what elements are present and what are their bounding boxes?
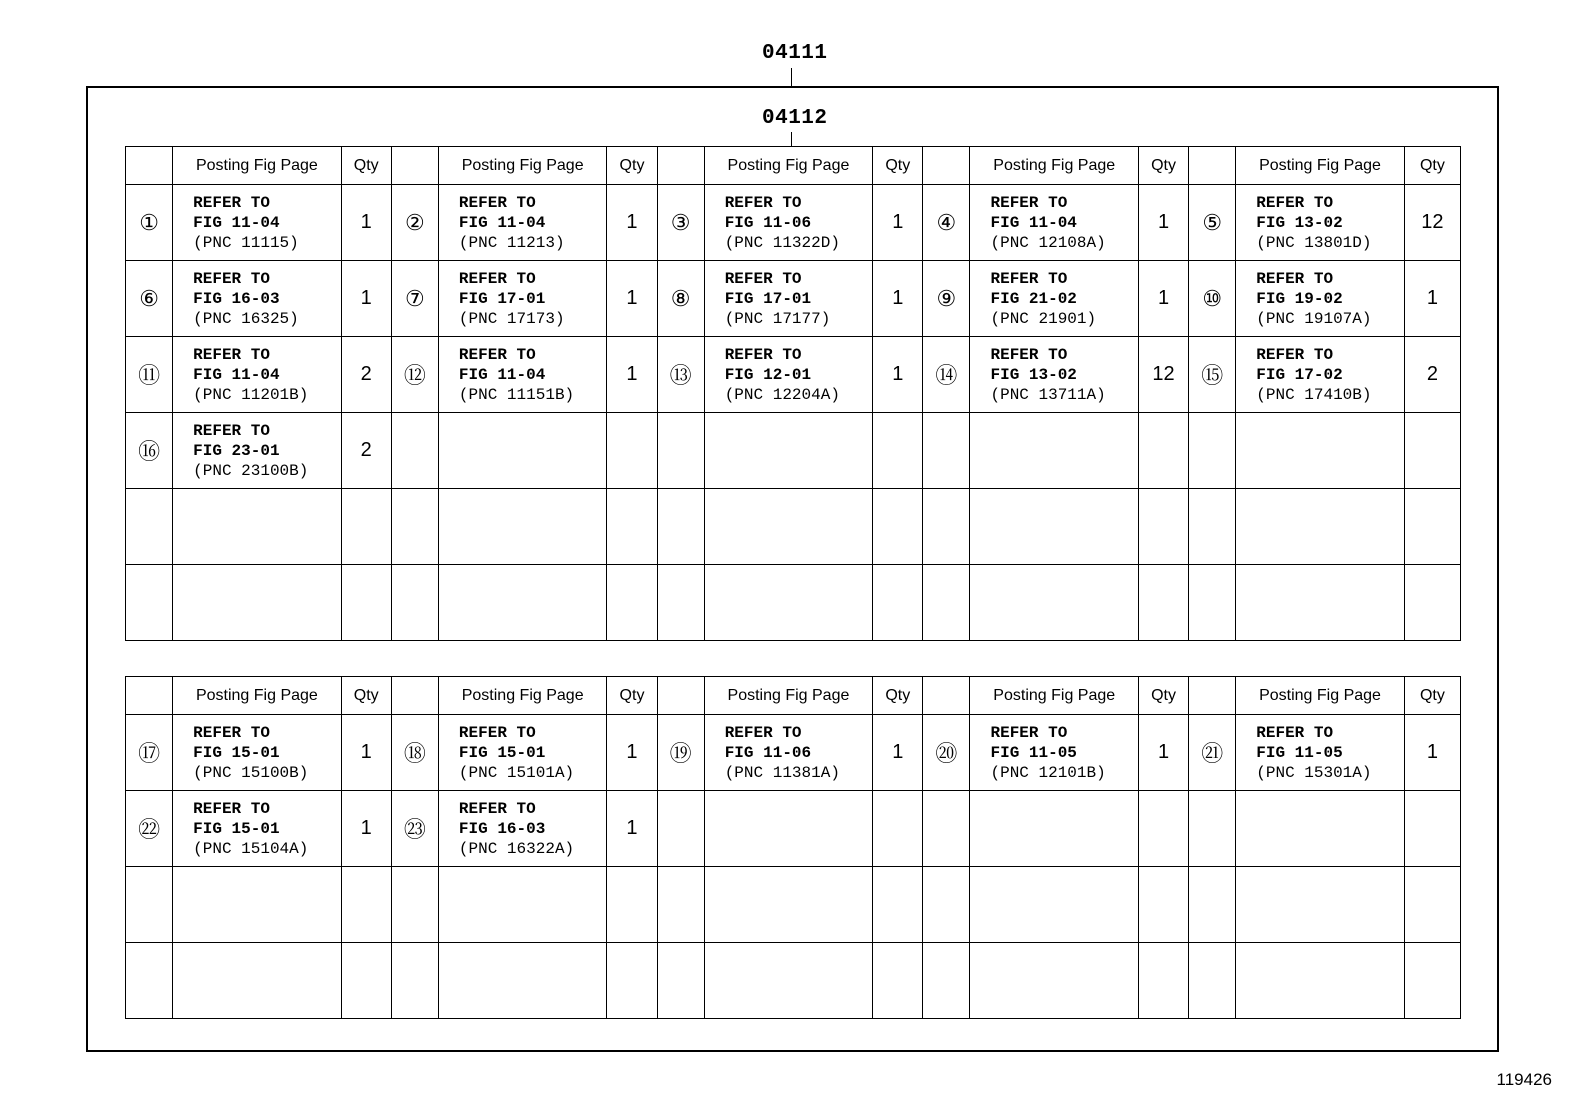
reference-line-l1: REFER TO	[1256, 723, 1334, 742]
header-posting-cell: Posting Fig Page	[173, 147, 342, 185]
header-blank-cell	[391, 677, 438, 715]
header-qty-cell: Qty	[341, 677, 391, 715]
item-number: ⑳	[923, 715, 970, 791]
reference-line-l2: FIG 16-03	[458, 819, 546, 838]
qty-cell: 1	[341, 791, 391, 867]
qty-cell: 2	[1404, 337, 1460, 413]
reference-line-l3: (PNC 11115)	[193, 233, 299, 252]
qty-cell	[607, 943, 657, 1019]
reference-line-l3: (PNC 15301A)	[1256, 763, 1372, 782]
qty-cell: 1	[1404, 715, 1460, 791]
reference-line-l3: (PNC 11213)	[458, 233, 565, 252]
header-blank-cell	[1189, 677, 1236, 715]
header-blank-cell	[126, 147, 173, 185]
reference-cell	[438, 413, 607, 489]
qty-cell: 1	[607, 715, 657, 791]
reference-line-l3: (PNC 21901)	[990, 309, 1097, 328]
reference-line-l2: FIG 11-04	[193, 365, 280, 384]
reference-line-l1: REFER TO	[1256, 345, 1334, 364]
table-row	[126, 261, 1461, 337]
qty-cell	[607, 565, 657, 641]
reference-line-l1: REFER TO	[724, 723, 802, 742]
reference-cell	[970, 715, 1139, 791]
item-number: ②	[391, 185, 438, 261]
item-number	[657, 791, 704, 867]
item-number: ⑭	[923, 337, 970, 413]
qty-cell: 2	[341, 413, 391, 489]
item-number: ⑦	[391, 261, 438, 337]
item-number	[1189, 413, 1236, 489]
reference-cell	[1236, 489, 1405, 565]
header-posting-cell: Posting Fig Page	[438, 147, 607, 185]
item-number	[1189, 943, 1236, 1019]
lower-reference-table	[125, 676, 1461, 1019]
reference-cell	[704, 943, 873, 1019]
reference-cell	[970, 791, 1139, 867]
reference-cell	[438, 489, 607, 565]
item-number: ⑩	[1189, 261, 1236, 337]
reference-cell	[704, 867, 873, 943]
qty-cell: 1	[341, 185, 391, 261]
header-posting-cell: Posting Fig Page	[704, 677, 873, 715]
reference-line-l3: (PNC 13711A)	[990, 385, 1106, 404]
header-qty-cell: Qty	[1138, 147, 1188, 185]
qty-cell: 1	[873, 185, 923, 261]
item-number: ⑮	[1189, 337, 1236, 413]
qty-cell	[1404, 565, 1460, 641]
item-number	[1189, 565, 1236, 641]
qty-cell	[1404, 867, 1460, 943]
header-posting-cell: Posting Fig Page	[438, 677, 607, 715]
reference-line-l1: REFER TO	[458, 193, 536, 212]
reference-line-l1: REFER TO	[724, 345, 802, 364]
reference-cell	[173, 413, 342, 489]
qty-cell: 1	[873, 337, 923, 413]
qty-cell	[873, 943, 923, 1019]
item-number: ⑲	[657, 715, 704, 791]
reference-line-l3: (PNC 19107A)	[1256, 309, 1372, 328]
reference-line-l1: REFER TO	[1256, 269, 1334, 288]
reference-line-l2: FIG 12-01	[724, 365, 812, 384]
header-qty-cell: Qty	[1138, 677, 1188, 715]
reference-line-l3: (PNC 12108A)	[990, 233, 1106, 252]
reference-line-l3: (PNC 11381A)	[724, 763, 840, 782]
upper-reference-table	[125, 146, 1461, 641]
table-row	[126, 337, 1461, 413]
reference-line-l3: (PNC 17410B)	[1256, 385, 1372, 404]
qty-cell: 1	[1404, 261, 1460, 337]
qty-cell	[341, 489, 391, 565]
reference-line-l2: FIG 11-06	[724, 213, 812, 232]
reference-cell	[438, 867, 607, 943]
reference-cell	[1236, 185, 1405, 261]
reference-cell	[438, 185, 607, 261]
reference-line-l1: REFER TO	[193, 723, 270, 742]
reference-line-l3: (PNC 12101B)	[990, 763, 1106, 782]
header-qty-cell: Qty	[341, 147, 391, 185]
item-number	[391, 413, 438, 489]
item-number	[923, 565, 970, 641]
qty-cell	[873, 413, 923, 489]
qty-cell	[607, 489, 657, 565]
reference-cell	[438, 565, 607, 641]
table-row	[126, 715, 1461, 791]
reference-line-l2: FIG 17-01	[458, 289, 546, 308]
qty-cell: 1	[607, 261, 657, 337]
reference-line-l1: REFER TO	[458, 799, 536, 818]
qty-cell	[1404, 943, 1460, 1019]
qty-cell: 12	[1404, 185, 1460, 261]
item-number	[391, 489, 438, 565]
inner-leader-line	[791, 132, 792, 146]
reference-cell	[970, 337, 1139, 413]
reference-cell	[970, 185, 1139, 261]
reference-cell	[173, 337, 342, 413]
reference-cell	[1236, 565, 1405, 641]
reference-cell	[970, 413, 1139, 489]
qty-cell	[873, 791, 923, 867]
item-number	[126, 943, 173, 1019]
reference-cell	[173, 715, 342, 791]
reference-cell	[970, 261, 1139, 337]
reference-line-l1: REFER TO	[990, 345, 1068, 364]
reference-cell	[970, 489, 1139, 565]
reference-line-l3: (PNC 11322D)	[724, 233, 840, 252]
qty-cell	[1138, 867, 1188, 943]
item-number: ⑨	[923, 261, 970, 337]
qty-cell	[607, 867, 657, 943]
header-qty-cell: Qty	[873, 677, 923, 715]
qty-cell	[1138, 565, 1188, 641]
qty-cell	[341, 943, 391, 1019]
reference-line-l2: FIG 11-05	[990, 743, 1077, 762]
reference-cell	[173, 565, 342, 641]
qty-cell	[1138, 943, 1188, 1019]
reference-line-l1: REFER TO	[193, 421, 270, 440]
item-number: ①	[126, 185, 173, 261]
reference-cell	[704, 565, 873, 641]
reference-cell	[173, 489, 342, 565]
item-number: ⑱	[391, 715, 438, 791]
item-number	[1189, 489, 1236, 565]
reference-line-l2: FIG 11-04	[193, 213, 280, 232]
reference-cell	[704, 261, 873, 337]
reference-cell	[173, 261, 342, 337]
reference-cell	[704, 337, 873, 413]
reference-cell	[1236, 867, 1405, 943]
reference-line-l2: FIG 15-01	[193, 819, 280, 838]
reference-line-l3: (PNC 12204A)	[724, 385, 840, 404]
reference-line-l2: FIG 11-06	[724, 743, 812, 762]
reference-line-l1: REFER TO	[990, 269, 1068, 288]
header-blank-cell	[1189, 147, 1236, 185]
item-number	[923, 413, 970, 489]
item-number	[923, 489, 970, 565]
item-number	[923, 867, 970, 943]
reference-line-l3: (PNC 15104A)	[193, 839, 309, 858]
qty-cell: 1	[1138, 715, 1188, 791]
reference-line-l2: FIG 13-02	[990, 365, 1077, 384]
item-number: ⑫	[391, 337, 438, 413]
reference-line-l1: REFER TO	[724, 193, 802, 212]
header-blank-cell	[126, 677, 173, 715]
item-number	[126, 867, 173, 943]
item-number: ㉑	[1189, 715, 1236, 791]
qty-cell	[1404, 791, 1460, 867]
item-number: ㉒	[126, 791, 173, 867]
qty-cell: 1	[341, 261, 391, 337]
reference-line-l3: (PNC 13801D)	[1256, 233, 1372, 252]
reference-line-l2: FIG 19-02	[1256, 289, 1343, 308]
item-number	[126, 565, 173, 641]
reference-cell	[970, 867, 1139, 943]
reference-line-l1: REFER TO	[458, 269, 536, 288]
item-number	[391, 867, 438, 943]
reference-cell	[704, 413, 873, 489]
item-number: ⑪	[126, 337, 173, 413]
reference-line-l1: REFER TO	[193, 345, 270, 364]
item-number	[391, 565, 438, 641]
item-number	[657, 489, 704, 565]
reference-line-l3: (PNC 15100B)	[193, 763, 309, 782]
header-blank-cell	[923, 677, 970, 715]
table-row	[126, 185, 1461, 261]
qty-cell	[873, 867, 923, 943]
table-row	[126, 413, 1461, 489]
header-posting-cell: Posting Fig Page	[1236, 147, 1405, 185]
reference-cell	[1236, 413, 1405, 489]
header-posting-cell: Posting Fig Page	[173, 677, 342, 715]
header-posting-cell: Posting Fig Page	[970, 147, 1139, 185]
figure-id: 119426	[1496, 1070, 1552, 1089]
reference-line-l1: REFER TO	[990, 193, 1068, 212]
reference-line-l3: (PNC 15101A)	[458, 763, 575, 782]
reference-line-l1: REFER TO	[1256, 193, 1334, 212]
item-number: ⑰	[126, 715, 173, 791]
item-number: ㉓	[391, 791, 438, 867]
qty-cell	[1138, 489, 1188, 565]
table-header-row	[126, 677, 1461, 715]
item-number: ⑯	[126, 413, 173, 489]
reference-cell	[704, 185, 873, 261]
reference-cell	[1236, 261, 1405, 337]
item-number	[657, 413, 704, 489]
reference-cell	[438, 337, 607, 413]
item-number: ③	[657, 185, 704, 261]
reference-line-l2: FIG 11-04	[458, 213, 546, 232]
reference-line-l2: FIG 23-01	[193, 441, 280, 460]
reference-line-l2: FIG 15-01	[458, 743, 546, 762]
reference-line-l3: (PNC 17173)	[458, 309, 565, 328]
qty-cell: 1	[1138, 185, 1188, 261]
item-number	[1189, 791, 1236, 867]
qty-cell	[873, 565, 923, 641]
reference-cell	[970, 565, 1139, 641]
reference-line-l3: (PNC 11201B)	[193, 385, 309, 404]
reference-line-l2: FIG 13-02	[1256, 213, 1343, 232]
item-number	[923, 791, 970, 867]
table-row	[126, 489, 1461, 565]
item-number	[126, 489, 173, 565]
item-number: ⑬	[657, 337, 704, 413]
reference-line-l3: (PNC 16322A)	[458, 839, 575, 858]
header-qty-cell: Qty	[1404, 147, 1460, 185]
item-number	[923, 943, 970, 1019]
reference-line-l1: REFER TO	[193, 799, 270, 818]
item-number: ⑧	[657, 261, 704, 337]
header-blank-cell	[391, 147, 438, 185]
qty-cell: 1	[607, 337, 657, 413]
header-posting-cell: Posting Fig Page	[970, 677, 1139, 715]
reference-cell	[438, 943, 607, 1019]
reference-line-l2: FIG 17-01	[724, 289, 812, 308]
qty-cell	[1404, 413, 1460, 489]
reference-cell	[704, 791, 873, 867]
inner-label: 04112	[762, 107, 828, 130]
item-number	[657, 565, 704, 641]
reference-cell	[704, 489, 873, 565]
reference-cell	[438, 791, 607, 867]
reference-cell	[1236, 337, 1405, 413]
reference-line-l3: (PNC 23100B)	[193, 461, 309, 480]
qty-cell	[1138, 791, 1188, 867]
outer-leader-line	[791, 68, 792, 86]
header-qty-cell: Qty	[1404, 677, 1460, 715]
reference-cell	[438, 261, 607, 337]
reference-cell	[704, 715, 873, 791]
outer-label: 04111	[762, 42, 828, 65]
header-posting-cell: Posting Fig Page	[704, 147, 873, 185]
table-row	[126, 867, 1461, 943]
item-number	[657, 867, 704, 943]
reference-line-l2: FIG 11-04	[458, 365, 546, 384]
qty-cell: 2	[341, 337, 391, 413]
qty-cell	[1404, 489, 1460, 565]
reference-line-l1: REFER TO	[458, 345, 536, 364]
reference-line-l3: (PNC 17177)	[724, 309, 831, 328]
qty-cell: 1	[607, 185, 657, 261]
reference-cell	[438, 715, 607, 791]
reference-line-l1: REFER TO	[193, 269, 270, 288]
qty-cell: 1	[341, 715, 391, 791]
qty-cell	[607, 413, 657, 489]
table-row	[126, 565, 1461, 641]
qty-cell	[341, 565, 391, 641]
header-blank-cell	[657, 147, 704, 185]
header-posting-cell: Posting Fig Page	[1236, 677, 1405, 715]
reference-line-l2: FIG 16-03	[193, 289, 280, 308]
header-blank-cell	[923, 147, 970, 185]
table-header-row	[126, 147, 1461, 185]
qty-cell	[873, 489, 923, 565]
qty-cell: 1	[607, 791, 657, 867]
header-blank-cell	[657, 677, 704, 715]
qty-cell	[1138, 413, 1188, 489]
reference-line-l3: (PNC 16325)	[193, 309, 299, 328]
item-number	[391, 943, 438, 1019]
header-qty-cell: Qty	[607, 147, 657, 185]
reference-line-l2: FIG 17-02	[1256, 365, 1343, 384]
item-number: ⑤	[1189, 185, 1236, 261]
reference-line-l1: REFER TO	[458, 723, 536, 742]
qty-cell: 1	[873, 261, 923, 337]
reference-line-l1: REFER TO	[193, 193, 270, 212]
reference-line-l2: FIG 11-04	[990, 213, 1077, 232]
reference-cell	[173, 867, 342, 943]
reference-line-l2: FIG 21-02	[990, 289, 1077, 308]
reference-line-l1: REFER TO	[724, 269, 802, 288]
header-qty-cell: Qty	[607, 677, 657, 715]
reference-cell	[1236, 943, 1405, 1019]
reference-cell	[173, 943, 342, 1019]
item-number	[1189, 867, 1236, 943]
reference-cell	[970, 943, 1139, 1019]
item-number: ④	[923, 185, 970, 261]
reference-cell	[1236, 791, 1405, 867]
qty-cell: 1	[873, 715, 923, 791]
reference-line-l1: REFER TO	[990, 723, 1068, 742]
item-number	[657, 943, 704, 1019]
reference-cell	[173, 185, 342, 261]
reference-line-l2: FIG 15-01	[193, 743, 280, 762]
reference-line-l3: (PNC 11151B)	[458, 385, 575, 404]
item-number: ⑥	[126, 261, 173, 337]
reference-cell	[173, 791, 342, 867]
table-row	[126, 791, 1461, 867]
reference-line-l2: FIG 11-05	[1256, 743, 1343, 762]
table-row	[126, 943, 1461, 1019]
qty-cell	[341, 867, 391, 943]
header-qty-cell: Qty	[873, 147, 923, 185]
qty-cell: 1	[1138, 261, 1188, 337]
qty-cell: 12	[1138, 337, 1188, 413]
reference-cell	[1236, 715, 1405, 791]
